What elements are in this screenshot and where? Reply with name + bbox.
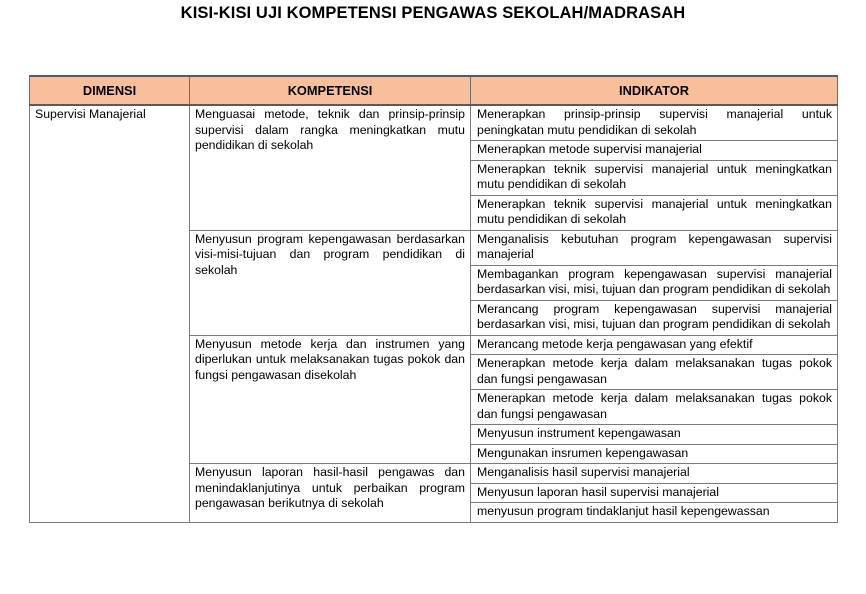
indikator-cell: Menerapkan metode supervisi manajerial	[471, 141, 838, 161]
document-title: KISI-KISI UJI KOMPETENSI PENGAWAS SEKOLAH/MADRASAH	[180, 4, 686, 22]
indikator-cell: menyusun program tindaklanjut hasil kepengewassan	[471, 503, 838, 523]
indikator-cell: Merancang metode kerja pengawasan yang efektif	[471, 335, 838, 355]
header-kompetensi: KOMPETENSI	[190, 76, 471, 105]
kisi-kisi-table	[29, 75, 838, 523]
indikator-cell: Menerapkan metode kerja dalam melaksanakan tugas pokok dan fungsi pengawasan	[471, 390, 838, 425]
indikator-cell: Membagankan program kepengawasan supervisi manajerial berdasarkan visi, misi, tujuan dan program pendidikan di sekolah	[471, 265, 838, 300]
indikator-cell: Menerapkan teknik supervisi manajerial untuk meningkatkan mutu pendidikan di sekolah	[471, 195, 838, 230]
indikator-cell: Merancang program kepengawasan supervisi manajerial berdasarkan visi, misi, tujuan dan program pendidikan di sekolah	[471, 300, 838, 335]
indikator-cell: Menyusun laporan hasil supervisi manajerial	[471, 483, 838, 503]
kompetensi-cell: Menyusun metode kerja dan instrumen yang diperlukan untuk melaksanakan tugas pokok dan fungsi pengawasan disekolah	[190, 335, 471, 464]
kompetensi-cell: Menyusun laporan hasil-hasil pengawas dan menindaklanjutinya untuk perbaikan program pengawasan berikutnya di sekolah	[190, 464, 471, 523]
indikator-cell: Mengunakan insrumen kepengawasan	[471, 444, 838, 464]
indikator-cell: Menerapkan prinsip-prinsip supervisi manajerial untuk peningkatan mutu pendidikan di sekolah	[471, 105, 838, 141]
table-row	[30, 105, 838, 141]
kompetensi-cell: Menyusun program kepengawasan berdasarkan visi-misi-tujuan dan program pendidikan di sekolah	[190, 230, 471, 335]
indikator-cell: Menerapkan teknik supervisi manajerial untuk meningkatkan mutu pendidikan di sekolah	[471, 160, 838, 195]
indikator-cell: Menganalisis kebutuhan program kepengawasan supervisi manajerial	[471, 230, 838, 265]
header-indikator: INDIKATOR	[471, 76, 838, 105]
dimensi-cell: Supervisi Manajerial	[30, 105, 190, 522]
indikator-cell: Menganalisis hasil supervisi manajerial	[471, 464, 838, 484]
header-dimensi: DIMENSI	[30, 76, 190, 105]
table-header-row	[30, 76, 838, 105]
indikator-cell: Menerapkan metode kerja dalam melaksanakan tugas pokok dan fungsi pengawasan	[471, 355, 838, 390]
kompetensi-cell: Menguasai metode, teknik dan prinsip-prinsip supervisi dalam rangka meningkatkan mutu pendidikan di sekolah	[190, 105, 471, 230]
indikator-cell: Menyusun instrument kepengawasan	[471, 425, 838, 445]
